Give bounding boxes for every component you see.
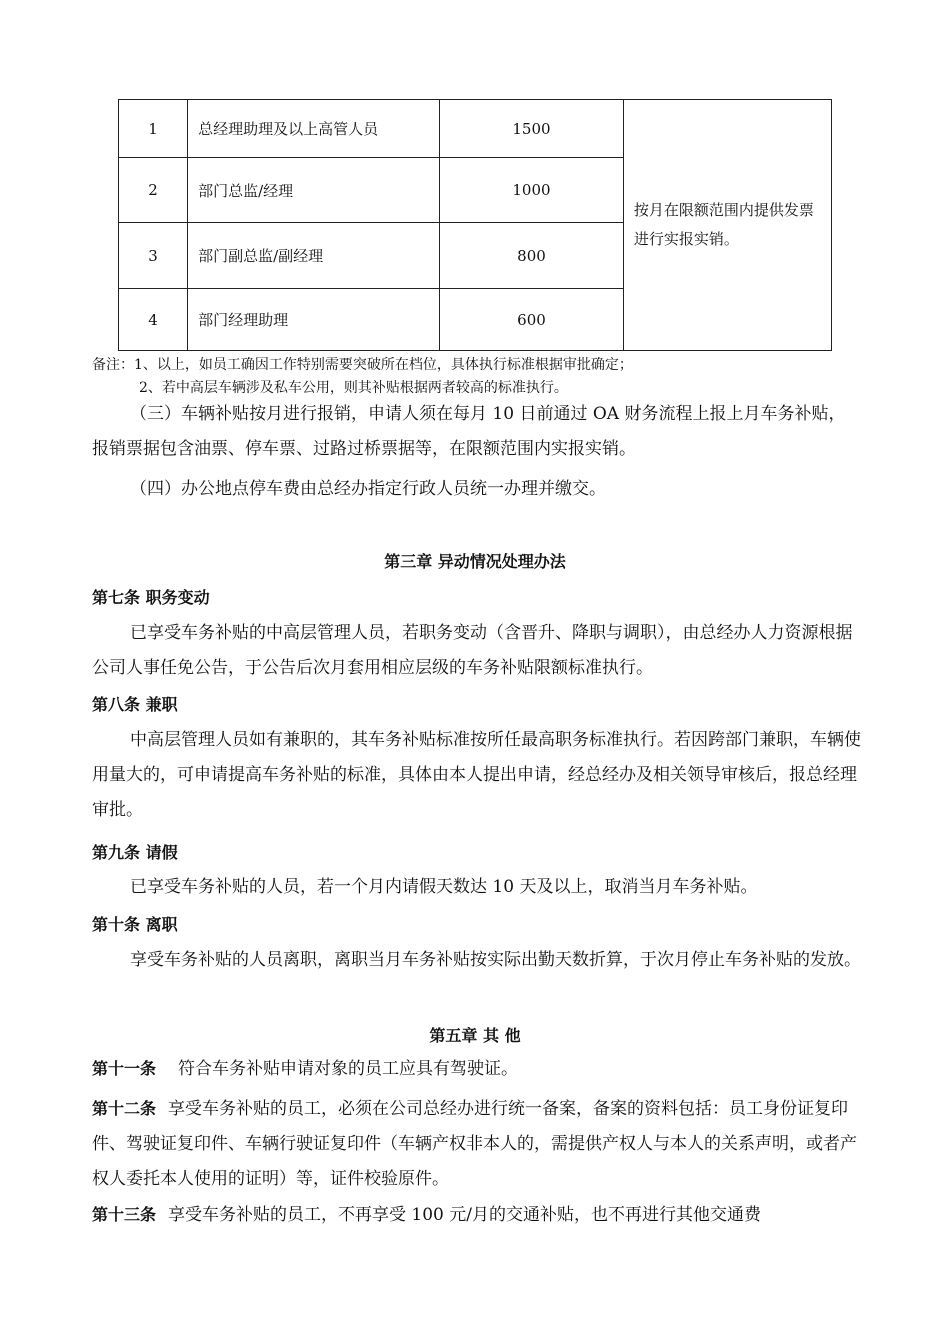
article-8-body: 中高层管理人员如有兼职的，其车务补贴标准按所任最高职务标准执行。若因跨部门兼职，车辆使用量大的，可申请提高车务补贴的标准，具体由本人提出申请，经总经办及相关领导审核后，报总经理审批。 bbox=[92, 730, 861, 820]
position-level: 部门副总监/副经理 bbox=[188, 223, 440, 289]
paragraph-4: （四）办公地点停车费由总经办指定行政人员统一办理并缴交。 bbox=[130, 479, 606, 499]
subsidy-standard-table bbox=[118, 99, 832, 351]
article-7-title: 第七条 职务变动 bbox=[92, 588, 210, 607]
subsidy-amount: 1000 bbox=[440, 158, 624, 223]
subsidy-amount: 1500 bbox=[440, 100, 624, 158]
article-13-body: 享受车务补贴的员工，不再享受 100 元/月的交通补贴，也不再进行其他交通费 bbox=[168, 1205, 761, 1225]
remark-line-2: 2、若中高层车辆涉及私车公用，则其补贴根据两者较高的标准执行。 bbox=[139, 380, 568, 396]
paragraph-3: （三）车辆补贴按月进行报销，申请人须在每月 10 日前通过 OA 财务流程上报上月车务补贴，报销票据包含油票、停车票、过路过桥票据等，在限额范围内实报实销。 bbox=[92, 404, 846, 459]
article-12-body: 享受车务补贴的员工，必须在公司总经办进行统一备案，备案的资料包括：员工身份证复印件、驾驶证复印件、车辆行驶证复印件（车辆产权非本人的，需提供产权人与本人的关系声明，或者产权人委托本人使用的证明）等，证件校验原件。 bbox=[92, 1099, 857, 1189]
row-number: 4 bbox=[119, 289, 188, 351]
chapter-5-heading: 第五章 其 他 bbox=[429, 1026, 521, 1045]
article-8-title: 第八条 兼职 bbox=[92, 695, 178, 714]
reimbursement-note: 按月在限额范围内提供发票进行实报实销。 bbox=[623, 100, 831, 351]
article-12 bbox=[92, 1091, 862, 1197]
row-number: 1 bbox=[119, 100, 188, 158]
table-row bbox=[119, 100, 832, 158]
article-12-label: 第十二条 bbox=[92, 1099, 157, 1118]
article-13 bbox=[92, 1197, 862, 1233]
remark-line-1: 备注：1、以上，如员工确因工作特别需要突破所在档位，具体执行标准根据审批确定； bbox=[92, 357, 633, 373]
position-level: 部门经理助理 bbox=[188, 289, 440, 351]
position-level: 总经理助理及以上高管人员 bbox=[188, 100, 440, 158]
row-number: 2 bbox=[119, 158, 188, 223]
chapter-3-heading: 第三章 异动情况处理办法 bbox=[384, 552, 566, 571]
article-11-label: 第十一条 bbox=[92, 1059, 157, 1078]
position-level: 部门总监/经理 bbox=[188, 158, 440, 223]
article-7-body: 已享受车务补贴的中高层管理人员，若职务变动（含晋升、降职与调职），由总经办人力资源根据公司人事任免公告，于公告后次月套用相应层级的车务补贴限额标准执行。 bbox=[92, 623, 853, 678]
row-number: 3 bbox=[119, 223, 188, 289]
article-13-label: 第十三条 bbox=[92, 1205, 157, 1224]
subsidy-amount: 800 bbox=[440, 223, 624, 289]
article-11-body: 符合车务补贴申请对象的员工应具有驾驶证。 bbox=[178, 1059, 519, 1079]
article-11 bbox=[92, 1051, 862, 1087]
article-10-body: 享受车务补贴的人员离职，离职当月车务补贴按实际出勤天数折算，于次月停止车务补贴的发放。 bbox=[130, 950, 861, 970]
article-9-title: 第九条 请假 bbox=[92, 843, 178, 862]
article-9-body: 已享受车务补贴的人员，若一个月内请假天数达 10 天及以上，取消当月车务补贴。 bbox=[130, 877, 758, 897]
subsidy-amount: 600 bbox=[440, 289, 624, 351]
article-10-title: 第十条 离职 bbox=[92, 915, 178, 934]
